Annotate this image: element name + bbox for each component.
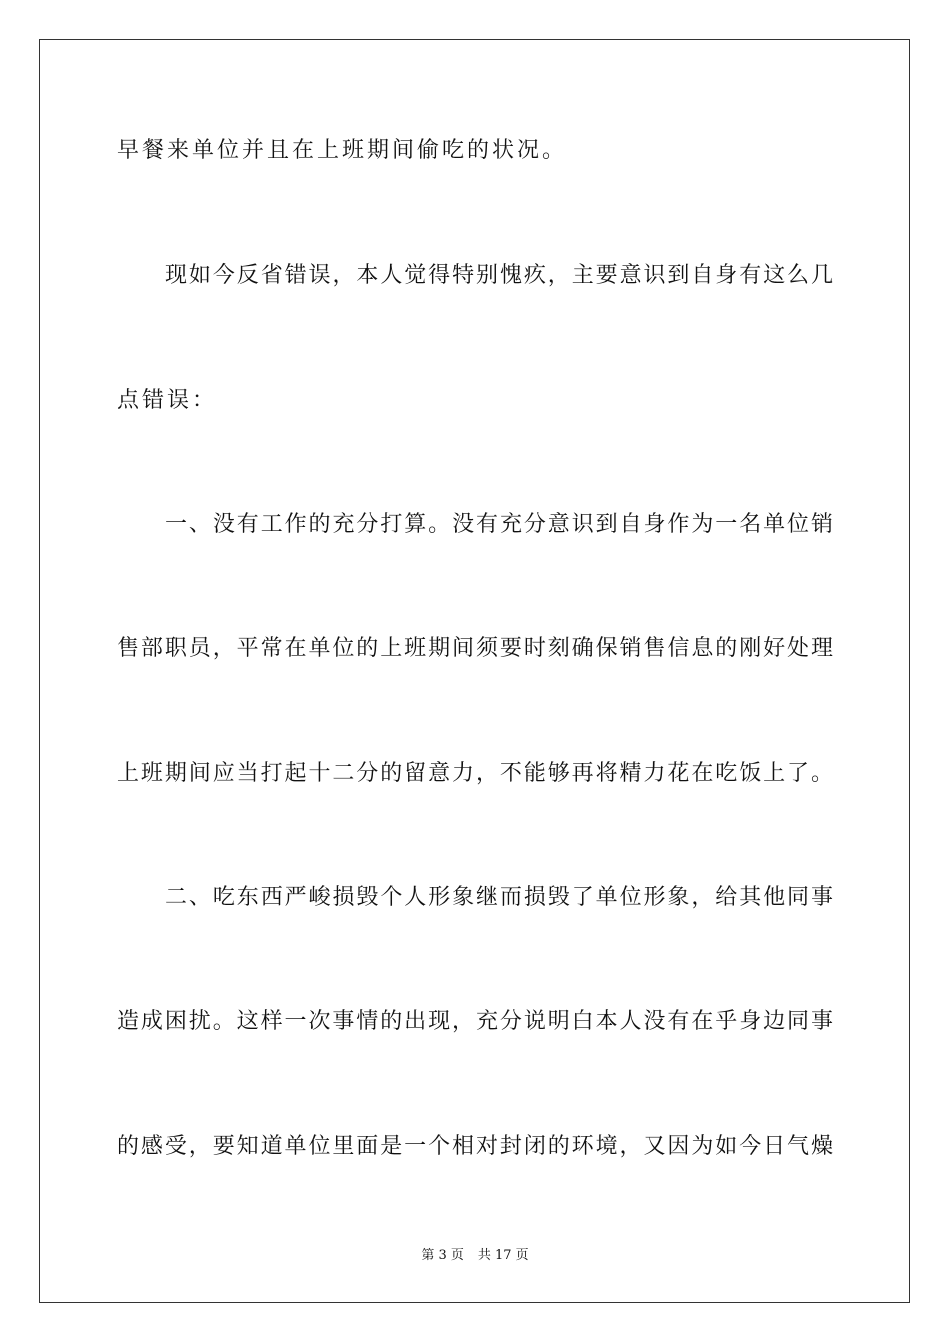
page-number: 第 3 页: [421, 1248, 464, 1263]
page-total: 共 17 页: [477, 1248, 529, 1263]
paragraph-line-7: 二、吃东西严峻损毁个人形象继而损毁了单位形象，给其他同事: [165, 885, 833, 910]
paragraph-line-9: 的感受，要知道单位里面是一个相对封闭的环境，又因为如今日气燥: [117, 1134, 833, 1159]
page-frame: [39, 39, 910, 1303]
paragraph-line-3: 点错误：: [117, 388, 218, 413]
paragraph-line-6: 上班期间应当打起十二分的留意力，不能够再将精力花在吃饭上了。: [117, 761, 833, 786]
paragraph-line-8: 造成困扰。这样一次事情的出现，充分说明白本人没有在乎身边同事: [117, 1009, 833, 1034]
paragraph-line-2: 现如今反省错误，本人觉得特别愧疚，主要意识到自身有这么几: [165, 263, 833, 288]
paragraph-line-5: 售部职员，平常在单位的上班期间须要时刻确保销售信息的刚好处理: [117, 636, 833, 661]
page-footer: [0, 1247, 950, 1265]
paragraph-line-1: 早餐来单位并且在上班期间偷吃的状况。: [117, 138, 568, 163]
paragraph-line-4: 一、没有工作的充分打算。没有充分意识到自身作为一名单位销: [165, 512, 833, 537]
